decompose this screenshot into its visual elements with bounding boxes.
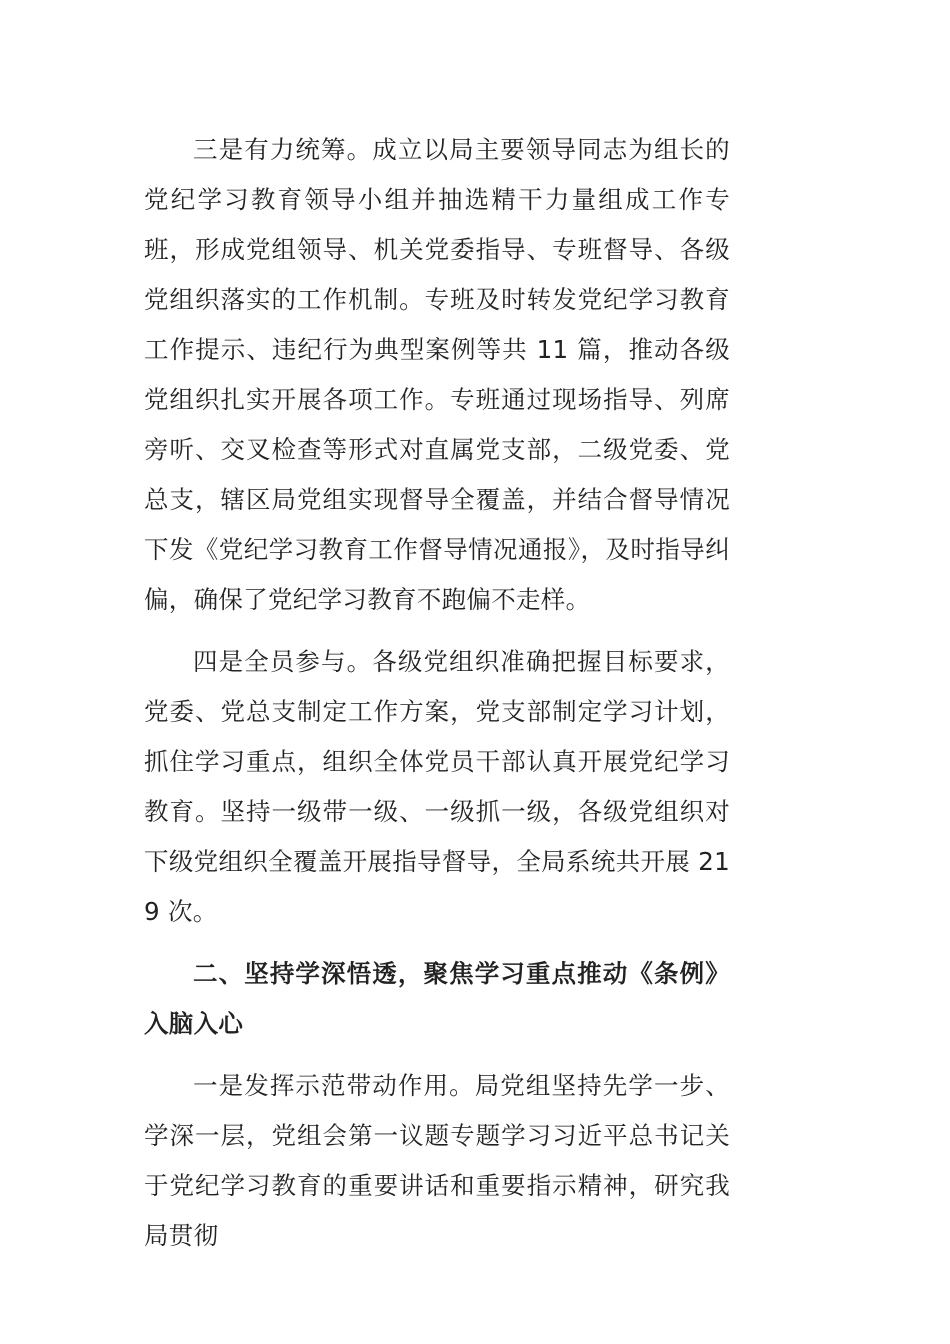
paragraph-demonstration-role: 一是发挥示范带动作用。局党组坚持先学一步、学深一层，党组会第一议题专题学习习近平总书记关于党纪学习教育的重要讲话和重要指示精神，研究我局贯彻 — [144, 1071, 730, 1250]
paragraph-full-participation: 四是全员参与。各级党组织准确把握目标要求，党委、党总支制定工作方案，党支部制定学习计划，抓住学习重点，组织全体党员干部认真开展党纪学习教育。坚持一级带一级、一级抓一级，各级党组织对下级党组织全覆盖开展指导督导，全局系统共开展 219 次。 — [144, 647, 730, 926]
section-heading-2: 二、坚持学深悟透，聚焦学习重点推动《条例》入脑入心 — [144, 959, 730, 1038]
paragraph-overall-coordination: 三是有力统筹。成立以局主要领导同志为组长的党纪学习教育领导小组并抽选精干力量组成工作专班，形成党组领导、机关党委指导、专班督导、各级党组织落实的工作机制。专班及时转发党纪学习教育工作提示、违纪行为典型案例等共 11 篇，推动各级党组织扎实开展各项工作。专班通过现场指导、列席旁听、交叉检查等形式对直属党支部，二级党委、党总支，辖区局党组实现督导全覆盖，并结合督导情况下发《党纪学习教育工作督导情况通报》，及时指导纠偏，确保了党纪学习教育不跑偏不走样。 — [144, 135, 730, 614]
document-body — [144, 125, 730, 1273]
